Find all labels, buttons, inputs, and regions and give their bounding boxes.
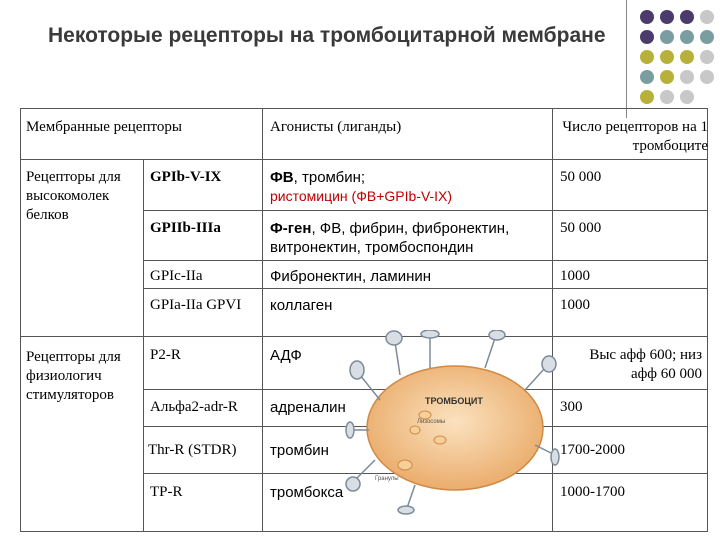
dot <box>660 90 674 104</box>
dot <box>680 90 694 104</box>
receptor-cell: GPIc-IIa <box>150 268 203 284</box>
dot <box>700 30 714 44</box>
header-agonists: Агонисты (лиганды) <box>270 119 402 135</box>
agonist-cell: коллаген <box>270 297 333 314</box>
table-border <box>20 108 708 109</box>
platelet-body <box>367 366 543 490</box>
count-cell: 1000 <box>560 268 590 284</box>
table-border <box>143 159 144 532</box>
agonist-red: ристомицин (ФВ+GPIb-V-IX) <box>270 188 453 204</box>
agonist-text: , ФВ, фибрин, фибронектин, витронектин, тромбоспондин <box>270 220 510 256</box>
table-border <box>143 210 708 211</box>
dot <box>640 70 654 84</box>
dot <box>640 90 654 104</box>
table-border <box>143 260 708 261</box>
agonist-cell: тромбокса <box>270 484 344 501</box>
dot <box>680 10 694 24</box>
agonist-bold: ФВ <box>270 169 294 186</box>
dot <box>660 50 674 64</box>
table-border <box>707 108 708 532</box>
count-cell: 300 <box>560 399 583 415</box>
group-label: Рецепторы для физиологич стимуляторов <box>26 349 121 403</box>
count-cell: Выс афф 600; низ афф 60 000 <box>589 347 702 382</box>
dot <box>660 70 674 84</box>
dot <box>660 10 674 24</box>
agonist-cell <box>270 219 552 257</box>
table-border <box>20 159 708 160</box>
table-border <box>143 288 708 289</box>
count-cell: 1700-2000 <box>560 442 625 458</box>
count-cell: 50 000 <box>560 169 602 185</box>
dot <box>700 50 714 64</box>
divider-line <box>626 0 627 118</box>
dot <box>640 10 654 24</box>
receptor-cell: GPIa-IIa GPVI <box>150 297 242 313</box>
platelet-sub2: Гранулы <box>375 476 399 482</box>
receptor-cell: Альфа2-adr-R <box>150 399 238 415</box>
dot <box>640 30 654 44</box>
page-title: Некоторые рецепторы на тромбоцитарной мембране <box>48 24 606 47</box>
receptor-cell: GPIIb-IIIa <box>150 220 221 236</box>
agonist-bold: Ф-ген <box>270 220 312 237</box>
agonist-cell <box>270 168 550 206</box>
platelet-svg <box>345 330 560 515</box>
receptor-cell: Thr-R (STDR) <box>148 442 237 458</box>
group-label: Рецепторы для высокомолек белков <box>26 169 121 223</box>
header-membrane: Мембранные рецепторы <box>26 119 182 135</box>
dot <box>680 70 694 84</box>
count-cell: 1000-1700 <box>560 484 625 500</box>
table-border <box>20 531 708 532</box>
receptor-cell: TP-R <box>150 484 183 500</box>
count-cell: 1000 <box>560 297 590 313</box>
platelet-sub1: Лизосомы <box>417 419 446 425</box>
platelet-illustration <box>345 330 560 515</box>
agonist-cell: Фибронектин, ламинин <box>270 268 432 285</box>
agonist-cell: адреналин <box>270 399 346 416</box>
table-border <box>262 108 263 532</box>
agonist-text: , тромбин; <box>293 169 366 186</box>
agonist-cell: АДФ <box>270 347 302 364</box>
receptor-cell: GPIb-V-IX <box>150 169 222 185</box>
decorative-dots <box>636 10 720 110</box>
dot <box>700 70 714 84</box>
receptor-cell: P2-R <box>150 347 181 363</box>
table-border <box>20 108 21 532</box>
dot <box>660 30 674 44</box>
dot <box>700 10 714 24</box>
dot <box>640 50 654 64</box>
agonist-cell: тромбин <box>270 442 329 459</box>
header-count: Число рецепторов на 1 тромбоците <box>562 119 708 154</box>
dot <box>680 50 694 64</box>
platelet-label: ТРОМБОЦИТ <box>425 396 483 406</box>
count-cell: 50 000 <box>560 220 602 236</box>
dot <box>680 30 694 44</box>
